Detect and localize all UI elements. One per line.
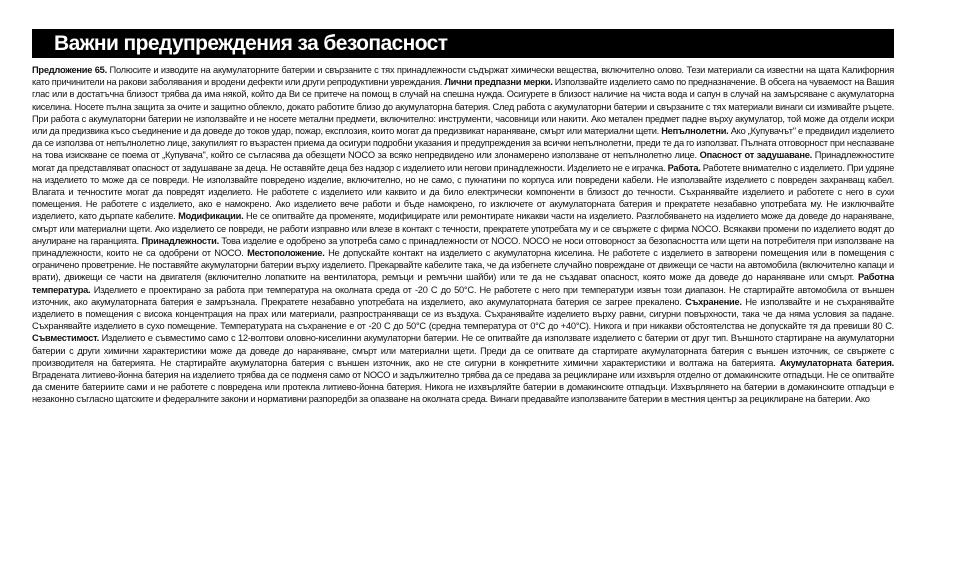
- section-text: Ако „Купувачът" е предвидил изделието да се използва от непълнолетно лице, закупилият го възрастен приема да осигури подробни указания и предупреждения за всички непълнолетни, преди те да го използват. Пълната отговорност при неспазване на това изискване се поема от „Купувача", който се съгласява да обезщети NOCO за всяко непредвидено или злонамерено използване от непълнолетно лице.: [32, 126, 894, 161]
- section-text: Принадлежностите могат да представляват опасност от задушаване за деца. Не оставяйте деца без надзор с изделието или негови принадлежности. Изделието не е играчка.: [32, 150, 894, 173]
- safety-text-body: [32, 64, 894, 570]
- section-heading: Работна температура.: [32, 272, 894, 295]
- section-heading: Лични предпазни мерки.: [444, 77, 553, 88]
- section-text: Не използвайте и не съхранявайте изделието в помещения с висока концентрация на прах или материали, разпространяващи се из въздуха. Съхранявайте изделието върху равни, сигурни повърхности, така че да няма условия за падане. Съхранявайте изделието в сухо помещение. Температурата на съхранение е от -20 С до 50°С (средна температура от 0°С до +40°С). Никога и при никакви обстоятелства не допускайте тя да превиши 80 С.: [32, 296, 894, 332]
- section-heading: Съвместимост.: [32, 333, 99, 344]
- section-text: Това изделие е одобрено за употреба само с принадлежности от NOCO. NOCO не носи отговорност за безопасността или щети на потребителя при използване на принадлежности, които не са одобрени от NOCO.: [32, 235, 894, 259]
- section-text: Работете внимателно с изделието. При удряне на изделието то може да се повреди. Не използвайте повредено изделие, включително, но не само, с пукнатини по корпуса или повредени кабели. Не използвайте изделието с повреден захранващ кабел. Влагата и течностите могат да повредят изделието. Не работете с изделието или каквито и да било електрически компоненти в близост до течности. Съхранявайте изделието и работете с него в сухи помещения. Не работете с изделието, ако е намокрено. Ако изделието вече работи и бъде намокрено, го изключете от акумулаторната батерия и прекратете незабавно употребата му. Не изключвайте изделието, като дърпате кабелите.: [32, 162, 894, 222]
- section-title: Важни предупреждения за безопасност: [32, 29, 894, 58]
- section-heading: Опасност от задушаване.: [699, 150, 812, 161]
- section-text: Изделието е съвместимо само с 12-волтови оловно-киселинни акумулаторни батерии. Не се опитвайте да използвате изделието с батерии от друг тип. Външното стартиране на акумулаторни батерии с други химични характеристики може да доведе до нараняване, смърт или материални щети. Преди да се опитвате да стартирате акумулаторната батерия с външен източник, се свържете с производителя на батерията. Не стартирайте акумулаторна батерия с външен източник, ако не сте сигурни в конкретните химични характеристики и волтажа на батерията.: [32, 333, 894, 368]
- section-text: Не се опитвайте да променяте, модифицирате или ремонтирате никакви части на изделието. Разглобяването на изделието може да доведе до нараняване, смърт или материални щети. Ако изделието се повреди, не работи изправно или влезе в контакт с течности, прекратете употребата му и се свържете с фирма NOCO. Всякакви промени по изделието водят до анулиране на гаранцията.: [32, 211, 894, 246]
- section-heading: Местоположение.: [247, 248, 325, 259]
- section-heading: Съхранение.: [685, 296, 742, 307]
- section-heading: Модификации.: [178, 211, 244, 222]
- section-text: Не допускайте контакт на изделието с акумулаторна киселина. Не работете с изделието в затворени помещения или в помещения с ограничено проветрение. Не поставяйте акумулаторни батерии върху изделието. Прекарвайте кабелите така, че да избегнете случайно повреждане от движещи се части на автомобила (включително капаци и врати), движещи се части на двигателя (включително лопатките на вентилатора, ремъци и ремъчни шайби) или те да не създават опасност, която може да доведе до нараняване или смърт.: [32, 248, 894, 283]
- section-text: Вградената литиево-йонна батерия на изделието трябва да се подменя само от NOCO и задължително трябва да се предава за рециклиране или изхвърля отделно от домакинските отпадъци. Не се опитвайте да смените батериите сами и не работете с повредена или протекла литиево-йонна батерия. Никога не изхвърляйте батерии в домакинските отпадъци. Изхвърлянето на батерии в домакинските отпадъци е незаконно съгласно щатските и федералните закони и нормативни разпоредби за опазване на околната среда. Винаги предавайте използваните батерии в местния център за рециклиране на батерии. Ако: [32, 370, 894, 405]
- section-text: Полюсите и изводите на акумулаторните батерии и свързаните с тях принадлежности съдържат химически вещества, включително олово. Тези материали са известни на щата Калифорния като причинители на ракови заболявания и вродени дефекти или други репродуктивни увреждания.: [32, 65, 894, 88]
- section-text: Използвайте изделието само по предназначение. В обсега на чуваемост на Вашия глас или в достатъчна близост трябва да има някой, който да Ви се притече на помощ в случай на спешна нужда. Осигурете в близост наличие на чиста вода и сапун в случай на замърсяване с акумулаторна киселина. Носете пълна защита за очите и защитно облекло, докато работите близо до акумулаторна батерия. След работа с акумулаторни батерии и свързаните с тях материали винаги си измивайте ръцете. При работа с акумулаторни батерии не използвайте и не носете метални предмети, включително: инструменти, часовници или накити. Ако метален предмет падне върху акумулатор, той може да отдели искри или да предизвика късо съединение и да доведе до токов удар, пожар, експлозия, които могат да предизвикат нараняване, смърт или материални щети.: [32, 77, 894, 137]
- section-heading: Непълнолетни.: [661, 126, 729, 137]
- section-heading: Работа.: [667, 162, 701, 173]
- section-text: Изделието е проектирано за работа при температура на околната среда от -20 С до 50°С. Не работете с него при температури извън този диапазон. Не стартирайте автомобила от външен източник, ако акумулаторната батерия е замръзнала. Прекратете незабавно употребата на изделието, ако акумулаторната батерия се загрее прекалено.: [32, 284, 894, 307]
- section-heading: Акумулаторната батерия.: [779, 357, 894, 368]
- section-heading: Принадлежности.: [141, 235, 219, 246]
- section-heading: Предложение 65.: [32, 65, 107, 75]
